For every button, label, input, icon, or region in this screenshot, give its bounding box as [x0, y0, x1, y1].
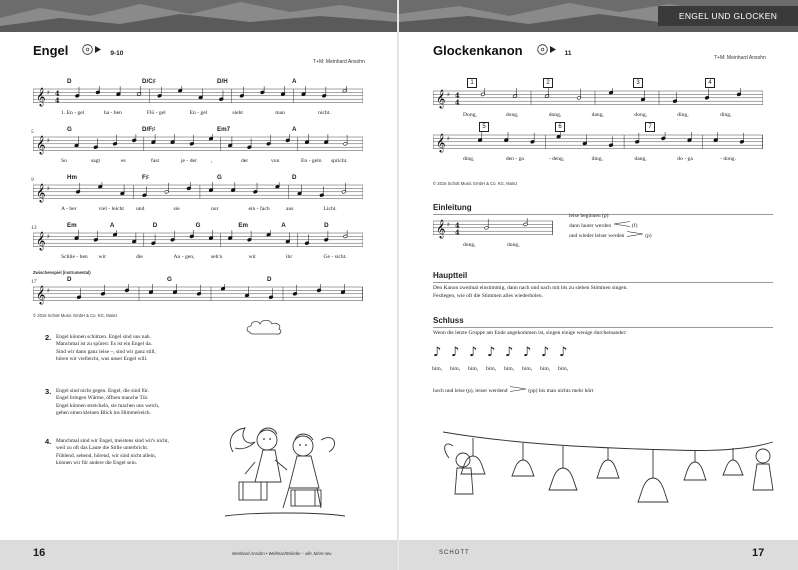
svg-text:𝄞: 𝄞 — [436, 219, 446, 238]
verse-line: hören wir vielleicht, was unser Engel will. — [56, 356, 148, 363]
eighth-note-icon: ♪ — [469, 345, 478, 360]
hauptteil-line-1: Den Kanon zweimal einstimmig, dann nach und nach mit bis zu sieben Stimmen singen. — [433, 285, 628, 291]
measure-number: 9 — [31, 177, 34, 183]
hauptteil-line-2: Festlegen, wie oft die Stimmen alles wiederholen. — [433, 293, 543, 299]
lyric-syllable: wir — [248, 254, 256, 260]
lyric-syllable: von — [271, 158, 280, 164]
lyric-syllable: aus — [286, 206, 294, 212]
lyric-syllable: 1. En - gel — [61, 110, 85, 116]
canon-lyric: dong, — [548, 112, 562, 118]
bim-syllable: bim, — [468, 366, 479, 372]
canon-lyric: Dong, — [463, 112, 477, 118]
canon-lyric: ding, — [677, 112, 689, 118]
svg-text:𝄞: 𝄞 — [36, 231, 46, 250]
chord-symbol: Em — [67, 222, 77, 229]
page-number-right: 17 — [752, 547, 765, 559]
chord-symbol: Hm — [67, 174, 77, 181]
staff — [33, 134, 363, 156]
bim-syllable: bim, — [504, 366, 515, 372]
canon-lyric: ding, — [591, 156, 603, 162]
bim-syllable: bim, — [558, 366, 569, 372]
svg-text:♯: ♯ — [447, 135, 450, 143]
mountain-silhouette-graphic — [0, 0, 399, 32]
verse-text — [56, 334, 156, 364]
dynamic-note-2-row — [569, 221, 652, 231]
bim-syllable: bim, — [432, 366, 443, 372]
lyric-syllable: Au - gen, — [173, 254, 195, 260]
song-title: Engel — [33, 43, 69, 58]
canon-system — [433, 122, 773, 166]
canon-lyric: ding, — [463, 156, 475, 162]
lyric-syllable: Licht. — [323, 206, 337, 212]
bim-syllable: bim, — [540, 366, 551, 372]
copyright-right: © 2016 Schott Music GmbH & Co. KG, Mainz — [433, 181, 518, 186]
music-system — [33, 174, 363, 218]
lyric-syllable: es — [121, 158, 126, 164]
chord-symbol: D — [67, 276, 72, 283]
svg-text:𝄞: 𝄞 — [36, 183, 46, 202]
angel-children-illustration — [225, 412, 345, 524]
verse-line: geben einen kleinen Blick ins Himmelreich. — [56, 410, 151, 417]
lyric-syllable: En - gel — [189, 110, 208, 116]
song-credit: T+M: Meinhard Ansohn — [313, 59, 365, 65]
interlude-label: Zwischenspiel (instrumental) — [33, 270, 91, 275]
hauptteil-heading: Hauptteil — [433, 271, 468, 280]
divider-hauptteil — [433, 282, 773, 283]
dynamic-note-4-row — [569, 231, 652, 241]
svg-text:♯: ♯ — [47, 185, 50, 193]
svg-text:𝄞: 𝄞 — [36, 135, 46, 154]
music-system — [33, 78, 363, 122]
canon-lyric: dong, — [505, 112, 519, 118]
chord-symbol: D — [152, 222, 158, 229]
lyric-syllable: sie — [173, 206, 180, 212]
intro-lyric: dong, — [507, 242, 520, 248]
svg-text:4: 4 — [455, 228, 460, 237]
dynamic-note-4: und wieder leiser werden — [569, 233, 625, 239]
canon-title: Glockenkanon — [433, 43, 523, 58]
lyric-syllable: A - ber — [61, 206, 77, 212]
chord-symbol: A — [292, 78, 297, 85]
verse-text — [56, 438, 169, 468]
hauptteil-text — [433, 284, 628, 300]
measure-number: 13 — [31, 225, 37, 231]
svg-text:♯: ♯ — [47, 233, 50, 241]
verse-line: Manchmal ist zu spüren: Es ist ein Engel da. — [56, 341, 152, 348]
svg-text:4: 4 — [55, 89, 60, 98]
canon-lyric: dang, — [634, 156, 647, 162]
chord-symbol: A — [109, 222, 115, 229]
canon-staff — [433, 88, 763, 110]
lyric-syllable: sagt — [91, 158, 101, 164]
einleitung-heading: Einleitung — [433, 203, 472, 212]
svg-text:♯: ♯ — [47, 137, 50, 145]
svg-text:♯: ♯ — [447, 221, 450, 229]
eighth-note-icon: ♪ — [505, 345, 514, 360]
staff — [33, 284, 363, 306]
lyric-syllable: die — [136, 254, 143, 260]
verse-line: Fühlend, sehend, hörend, wir sind nicht allein, — [56, 452, 157, 459]
lyric-syllable: je - der — [181, 158, 197, 164]
footer-text-left: Meinhard Ansohn • Weihnachtslieder – alle Jahre neu — [232, 551, 332, 556]
canon-lyric: - dong. — [720, 156, 736, 162]
staff — [33, 86, 363, 108]
left-header-banner — [0, 0, 399, 32]
dynamic-note-3: (f) — [631, 223, 638, 229]
svg-text:4: 4 — [55, 96, 60, 105]
chord-symbol: D — [67, 78, 72, 85]
schluss-ending-before: hoch und leise (p), leiser werdend — [433, 388, 508, 394]
verse-number: 2. — [45, 333, 52, 342]
section-tag: ENGEL UND GLOCKEN — [658, 6, 798, 26]
canon-entry-box: 5 — [479, 122, 489, 132]
svg-text:4: 4 — [455, 91, 460, 100]
decrescendo-icon — [626, 231, 644, 237]
bim-syllable: bim, — [486, 366, 497, 372]
svg-text:𝄞: 𝄞 — [436, 89, 446, 108]
chord-symbol: D — [267, 276, 272, 283]
divider-schluss — [433, 327, 773, 328]
canon-lyric: ding, — [720, 112, 732, 118]
publisher-logo: SCHOTT — [439, 550, 470, 556]
chord-symbol: A — [281, 222, 286, 229]
lyric-syllable: spricht. — [331, 158, 348, 164]
lyric-syllable: wir — [98, 254, 106, 260]
staff — [33, 230, 363, 252]
canon-system — [433, 78, 773, 122]
music-system — [33, 222, 363, 266]
verse-line: Engel bringen Wärme, öffnen manche Tür. — [56, 395, 149, 402]
lyric-syllable: und — [136, 206, 145, 212]
song-title-row — [33, 42, 123, 60]
chord-symbol: D/C♯ — [142, 78, 156, 85]
crescendo-icon — [613, 221, 631, 227]
cd-icon — [82, 42, 106, 60]
svg-text:𝄞: 𝄞 — [36, 285, 46, 304]
page-number-left: 16 — [33, 547, 46, 559]
chord-symbol: D — [292, 174, 297, 181]
canon-entry-box: 6 — [555, 122, 565, 132]
svg-text:♯: ♯ — [47, 89, 50, 97]
schluss-heading: Schluss — [433, 316, 464, 325]
schluss-ending-row — [433, 386, 594, 395]
lyric-syllable: viel - leicht — [98, 206, 124, 212]
left-footer-bar — [0, 540, 399, 570]
intro-lyric: dong, — [463, 242, 476, 248]
einleitung-dynamics — [569, 212, 652, 241]
cloud-drawing — [245, 318, 285, 338]
chord-symbol: G — [217, 174, 222, 181]
canon-entry-box: 3 — [633, 78, 643, 88]
svg-text:𝄞: 𝄞 — [436, 133, 446, 152]
svg-text:♯: ♯ — [447, 91, 450, 99]
chord-symbol: F♯ — [142, 174, 149, 181]
verse-text — [56, 388, 159, 418]
lyric-syllable: nur — [211, 206, 219, 212]
chord-symbol: D — [324, 222, 329, 229]
lyric-syllable: nicht. — [318, 110, 331, 116]
music-system — [33, 126, 363, 170]
chord-symbol: D/F♯ — [142, 126, 156, 133]
canon-lyric: - deng, — [548, 156, 565, 162]
verse-line: können wir für andere die Engel sein. — [56, 460, 137, 467]
canon-lyric: do - ga — [677, 156, 693, 162]
bim-syllable: bim, — [522, 366, 533, 372]
canon-title-row — [433, 42, 571, 60]
track-number-right: 11 — [564, 50, 572, 57]
chord-symbol: G — [67, 126, 72, 133]
eighth-note-icon: ♪ — [541, 345, 550, 360]
canon-staff — [433, 132, 763, 154]
verse-line: Engel können schützen. Engel sind uns nah. — [56, 334, 151, 340]
canon-credit: T+M: Meinhard Ansohn — [714, 55, 766, 61]
verse-line: Manchmal sind wir Engel, meistens sind wir's nicht, — [56, 438, 169, 444]
schluss-text: Wenn die letzte Gruppe am Ende angekommen ist, singen einige wenige durcheinander: — [433, 330, 627, 336]
cd-icon-right — [537, 42, 561, 60]
chord-symbol: Em — [238, 222, 249, 229]
bells-garland-illustration — [433, 412, 778, 524]
chord-symbol: G — [167, 276, 172, 283]
intro-staff — [433, 218, 553, 240]
verse-line: weil zu oft das Laute die Stille unterbricht. — [56, 445, 149, 452]
lyric-syllable: En - geln — [301, 158, 322, 164]
dynamic-note-5: (p) — [645, 233, 652, 239]
dynamic-note-2: dann lauter werden — [569, 223, 612, 229]
verse-line: Engel sind nicht gegen. Engel, die sind für. — [56, 388, 149, 394]
lyric-syllable: , — [211, 158, 213, 164]
lyric-syllable: ihr — [286, 254, 293, 260]
bim-syllable: bim, — [450, 366, 461, 372]
eighth-note-icon: ♪ — [523, 345, 532, 360]
chord-symbol: D/H — [217, 78, 228, 85]
verse-line: Engel können streicheln, sie machen uns weich, — [56, 402, 160, 409]
track-number: 9-10 — [110, 50, 124, 57]
canon-entry-box: 1 — [467, 78, 477, 88]
lyric-syllable: Schlie - ben — [61, 254, 88, 260]
lyric-syllable: Flü - gel — [146, 110, 166, 116]
lyric-syllable: ha - ben — [103, 110, 122, 116]
verse-number: 3. — [45, 387, 52, 396]
lyric-syllable: der — [241, 158, 249, 164]
canon-entry-box: 2 — [543, 78, 553, 88]
staff — [33, 182, 363, 204]
dynamic-note-1: leise beginnen (p) — [569, 213, 609, 219]
eighth-note-icon: ♪ — [559, 345, 568, 360]
measure-number: 17 — [31, 279, 37, 285]
canon-entry-box: 7 — [645, 122, 655, 132]
chord-symbol: G — [195, 222, 201, 229]
eighth-note-icon: ♪ — [433, 345, 442, 360]
canon-lyric: dong, — [634, 112, 648, 118]
svg-text:𝄞: 𝄞 — [36, 87, 46, 106]
canon-lyric: dang, — [591, 112, 604, 118]
canon-entry-box: 4 — [705, 78, 715, 88]
lyric-syllable: ein - fach — [248, 206, 270, 212]
verse-number: 4. — [45, 437, 52, 446]
lyric-syllable: sieht — [232, 110, 243, 116]
chord-symbol: Em7 — [217, 126, 231, 133]
lyric-syllable: seh'n — [211, 254, 223, 260]
chord-symbol: A — [292, 126, 297, 133]
svg-text:♯: ♯ — [47, 287, 50, 295]
lyric-syllable: fast — [151, 158, 160, 164]
copyright-left: © 2016 Schott Music GmbH & Co. KG, Mainz — [33, 313, 118, 318]
eighth-note-icon: ♪ — [487, 345, 496, 360]
right-page — [399, 0, 798, 570]
decrescendo-icon-2 — [509, 386, 527, 392]
lyric-syllable: Ge - sicht. — [323, 254, 347, 260]
intro-staff-wrap — [433, 218, 563, 254]
eighth-note-icon: ♪ — [451, 345, 460, 360]
verse-line: Sind wir dann ganz leise ~, sind wir ganz still, — [56, 348, 156, 355]
canon-lyric: den - ga — [505, 156, 524, 162]
lyric-syllable: So — [61, 158, 67, 164]
measure-number: 5 — [31, 129, 34, 135]
svg-text:4: 4 — [455, 221, 460, 230]
lyric-syllable: man — [275, 110, 285, 116]
right-header-banner — [399, 0, 798, 32]
schluss-ending-after: (pp) bis man nichts mehr hört — [528, 388, 594, 394]
svg-text:4: 4 — [455, 98, 460, 107]
